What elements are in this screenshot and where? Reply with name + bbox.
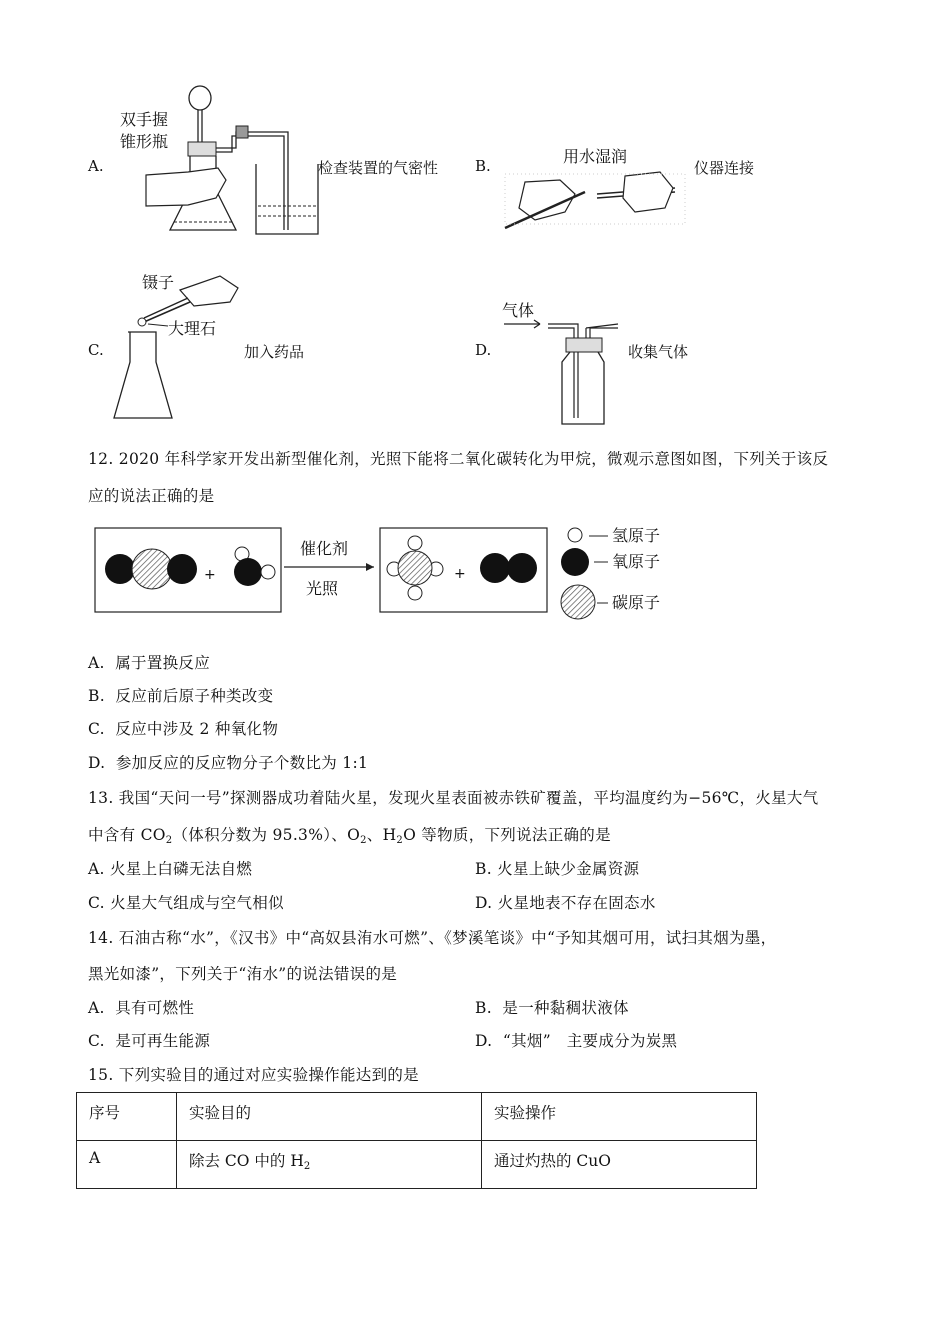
q15-stem: 15. 下列实验目的通过对应实验操作能达到的是 <box>88 1066 419 1084</box>
q11-label-tweezers: 镊子 <box>142 273 175 292</box>
q11-option-c-caption: 加入药品 <box>244 343 305 361</box>
q11-option-d-caption: 收集气体 <box>628 343 689 361</box>
q11-label-marble: 大理石 <box>168 319 217 338</box>
condition-catalyst: 催化剂 <box>300 539 349 558</box>
q15-experiment-table <box>76 1092 757 1189</box>
q14-option-a: A. 具有可燃性 <box>88 999 195 1017</box>
plus-right: + <box>454 566 466 582</box>
o2-atom-left <box>480 553 510 583</box>
co2-oxygen-left <box>105 554 135 584</box>
q14-option-d: D. “其烟” 主要成分为炭黑 <box>475 1032 678 1050</box>
q13-option-b: B. 火星上缺少金属资源 <box>475 860 640 878</box>
q11-option-a-letter: A. <box>88 157 104 175</box>
q11-figure-a-airtightness-check <box>118 80 298 240</box>
condition-light: 光照 <box>306 579 339 598</box>
q11-option-b-letter: B. <box>475 157 491 175</box>
h2o-oxygen <box>234 558 262 586</box>
q12-reaction-diagram <box>94 522 694 622</box>
table-row <box>77 1141 757 1189</box>
row-a-operation: 通过灼热的 CuO <box>482 1141 757 1189</box>
q14-option-c: C. 是可再生能源 <box>88 1032 211 1050</box>
q13-option-c: C. 火星大气组成与空气相似 <box>88 894 284 912</box>
q11-label-gas: 气体 <box>502 301 535 320</box>
header-id: 序号 <box>77 1093 177 1141</box>
q12-option-b: B. 反应前后原子种类改变 <box>88 687 274 705</box>
q12-option-d: D. 参加反应的反应物分子个数比为 1:1 <box>88 754 369 772</box>
legend-hydrogen-symbol <box>568 528 582 542</box>
q13-stem-line2: 中含有 $CO_2$（体积分数为 95.3%）、$O_2$、$H_2O$ 等物质，下列说法正确的是 <box>88 826 611 846</box>
header-purpose: 实验目的 <box>177 1093 482 1141</box>
q12-stem-line1: 12. 2020 年科学家开发出新型催化剂，光照下能将二氧化碳转化为甲烷，微观示意图如图，下列关于该反 <box>88 450 829 468</box>
q13-option-d: D. 火星地表不存在固态水 <box>475 894 656 912</box>
legend-carbon: 碳原子 <box>612 593 661 612</box>
co2-oxygen-right <box>167 554 197 584</box>
q11-label-hold: 双手握 <box>120 110 169 129</box>
q11-figure-c-add-marble <box>110 268 250 428</box>
plus-left: + <box>204 567 216 583</box>
q11-option-c-letter: C. <box>88 341 104 359</box>
q11-option-a-caption: 检查装置的气密性 <box>318 159 439 177</box>
q11-figure-b-tube-connection <box>505 142 685 232</box>
legend-oxygen-symbol <box>561 548 589 576</box>
table-header-row <box>77 1093 757 1141</box>
q11-label-flask: 锥形瓶 <box>120 132 169 151</box>
row-a-id: A <box>77 1141 177 1189</box>
q11-option-d-letter: D. <box>475 341 492 359</box>
o2-atom-right <box>507 553 537 583</box>
q14-stem-line1: 14. 石油古称“水”，《汉书》中“高奴县洧水可燃”、《梦溪笔谈》中“予知其烟可用，试扫其烟为墨， <box>88 929 777 947</box>
q12-option-c: C. 反应中涉及 2 种氧化物 <box>88 720 279 738</box>
q12-stem-line2: 应的说法正确的是 <box>88 487 215 505</box>
legend-oxygen: 氧原子 <box>612 552 661 571</box>
legend-carbon-symbol <box>561 585 595 619</box>
ch4-h-bottom <box>408 586 422 600</box>
row-a-purpose: 除去 CO 中的 $H_2$ <box>177 1141 482 1189</box>
q14-option-b: B. 是一种黏稠状液体 <box>475 999 629 1017</box>
q12-option-a: A. 属于置换反应 <box>88 654 211 672</box>
legend-hydrogen: 氢原子 <box>612 526 661 545</box>
header-operation: 实验操作 <box>482 1093 757 1141</box>
q13-stem-line1: 13. 我国“天问一号”探测器成功着陆火星，发现火星表面被赤铁矿覆盖，平均温度约为−56℃，火星大气 <box>88 789 819 807</box>
q11-option-b-caption: 仪器连接 <box>694 159 755 177</box>
q13-option-a: A. 火星上白磷无法自燃 <box>88 860 253 878</box>
q11-figure-d-collect-gas <box>500 298 630 428</box>
ch4-h-top <box>408 536 422 550</box>
co2-carbon <box>132 549 172 589</box>
ch4-carbon <box>398 551 432 585</box>
h2o-h-right <box>261 565 275 579</box>
q11-label-wet: 用水湿润 <box>563 147 628 166</box>
q14-stem-line2: 黑光如漆”，下列关于“洧水”的说法错误的是 <box>88 965 398 983</box>
